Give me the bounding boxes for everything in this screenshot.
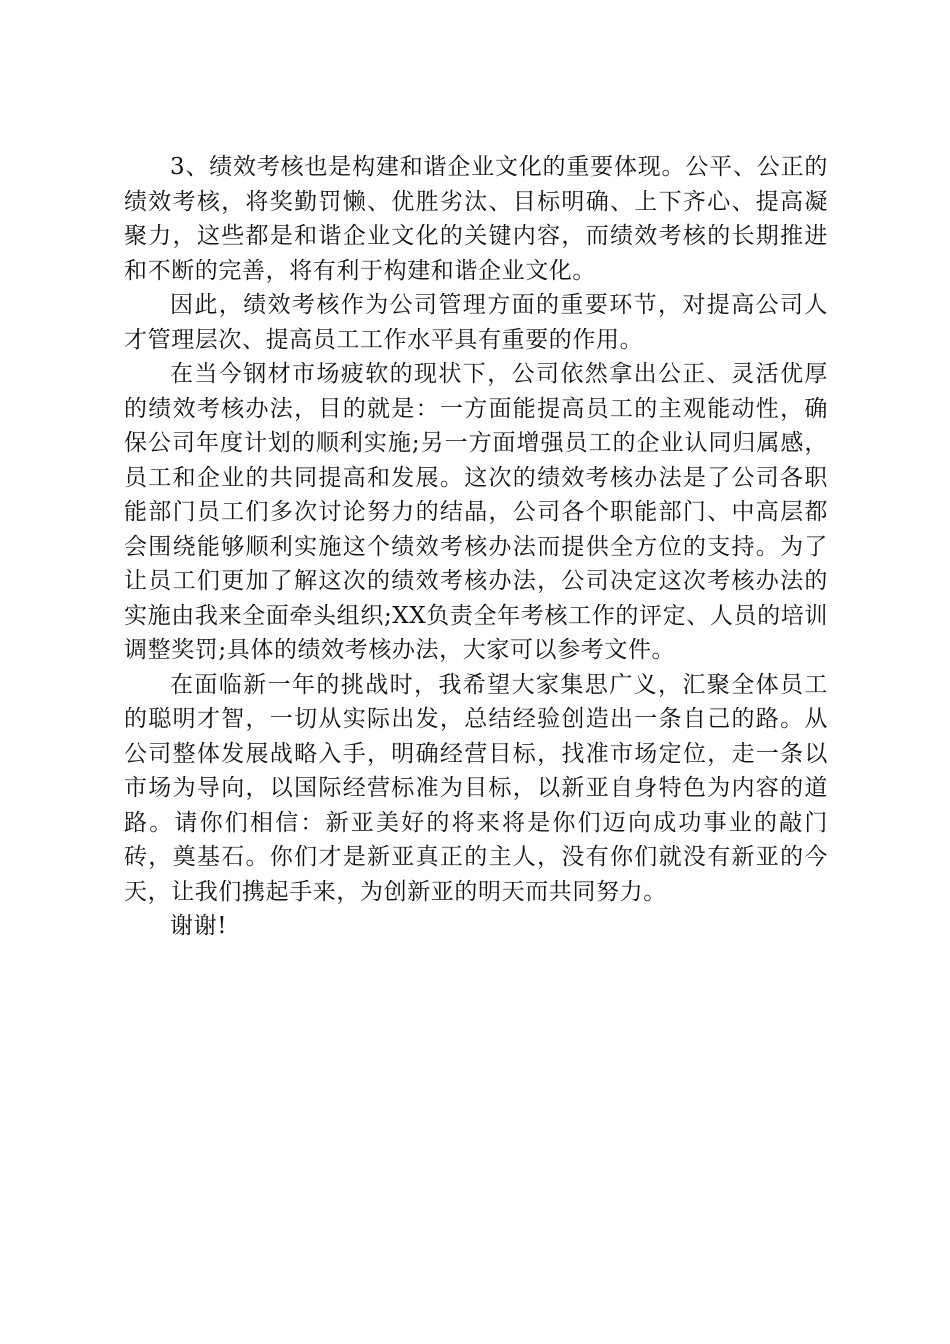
paragraph-conclusion: 因此，绩效考核作为公司管理方面的重要环节，对提高公司人才管理层次、提高员工工作水平具有重要的作用。 <box>124 292 828 353</box>
paragraph-thanks: 谢谢! <box>170 913 228 939</box>
document-body <box>124 150 828 944</box>
paragraph-performance-culture: 3、绩效考核也是构建和谐企业文化的重要体现。公平、公正的绩效考核，将奖勤罚懒、优胜劣汰、目标明确、上下齐心、提高凝聚力，这些都是和谐企业文化的关键内容，而绩效考核的长期推进和不断的完善，将有利于构建和谐企业文化。 <box>124 154 828 284</box>
paragraph-assessment-method: 在当今钢材市场疲软的现状下，公司依然拿出公正、灵活优厚的绩效考核办法，目的就是：一方面能提高员工的主观能动性，确保公司年度计划的顺利实施;另一方面增强员工的企业认同归属感，员工和企业的共同提高和发展。这次的绩效考核办法是了公司各职能部门员工们多次讨论努力的结晶，公司各个职能部门、中高层都会围绕能够顺利实施这个绩效考核办法而提供全方位的支持。为了让员工们更加了解这次的绩效考核办法，公司决定这次考核办法的实施由我来全面牵头组织;XX负责全年考核工作的评定、人员的培训调整奖罚;具体的绩效考核办法，大家可以参考文件。 <box>124 361 828 663</box>
paragraph-new-year-challenge: 在面临新一年的挑战时，我希望大家集思广义，汇聚全体员工的聪明才智，一切从实际出发，总结经验创造出一条自己的路。从公司整体发展战略入手，明确经营目标，找准市场定位，走一条以市场为导向，以国际经营标准为目标，以新亚自身特色为内容的道路。请你们相信：新亚美好的将来将是你们迈向成功事业的敲门砖，奠基石。你们才是新亚真正的主人，没有你们就没有新亚的今天，让我们携起手来，为创新亚的明天而共同努力。 <box>124 671 828 905</box>
